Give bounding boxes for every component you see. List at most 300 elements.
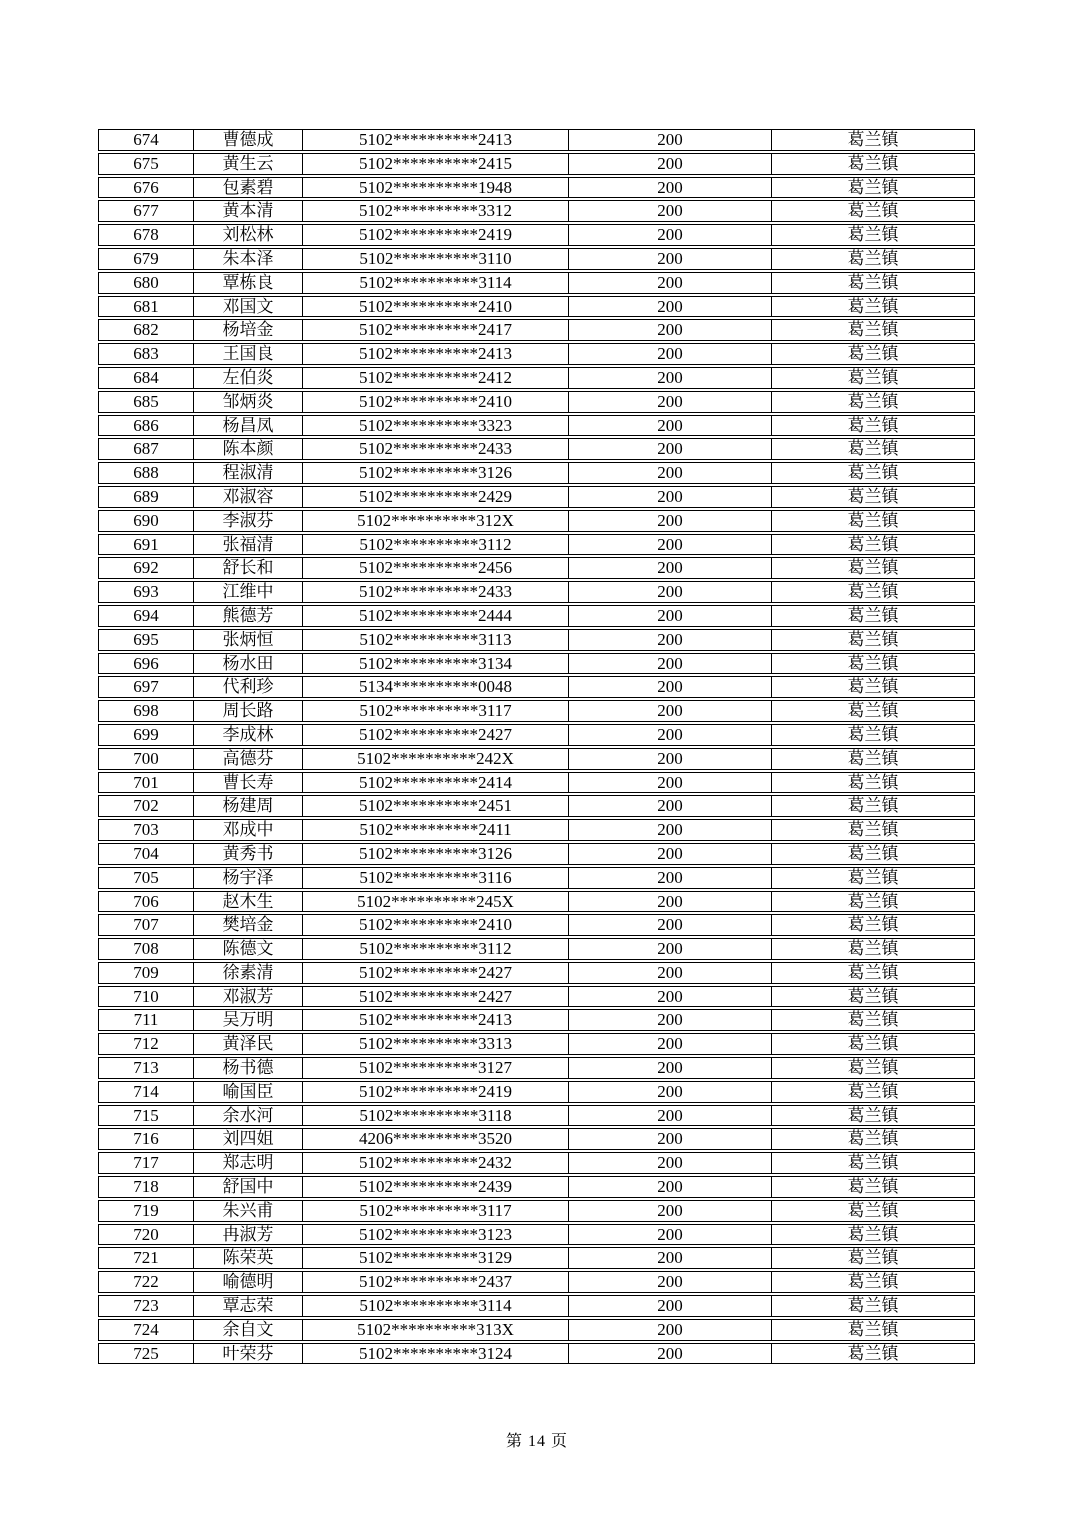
cell-amount: 200 (568, 581, 771, 603)
cell-town: 葛兰镇 (771, 415, 975, 437)
cell-row-index: 674 (98, 129, 193, 151)
cell-person-name: 邓国文 (193, 296, 302, 318)
table-row (98, 153, 975, 175)
cell-row-index: 712 (98, 1033, 193, 1055)
cell-row-index: 693 (98, 581, 193, 603)
cell-row-index: 688 (98, 462, 193, 484)
cell-town: 葛兰镇 (771, 986, 975, 1008)
table-row (98, 986, 975, 1008)
cell-id-number: 5102**********2437 (302, 1271, 568, 1293)
cell-id-number: 5102**********2410 (302, 391, 568, 413)
cell-amount: 200 (568, 391, 771, 413)
cell-town: 葛兰镇 (771, 748, 975, 770)
cell-person-name: 覃志荣 (193, 1295, 302, 1317)
table-row (98, 367, 975, 389)
table-row (98, 962, 975, 984)
table-row (98, 462, 975, 484)
cell-row-index: 719 (98, 1200, 193, 1222)
cell-row-index: 718 (98, 1176, 193, 1198)
cell-town: 葛兰镇 (771, 914, 975, 936)
table-row (98, 653, 975, 675)
cell-id-number: 5102**********3114 (302, 272, 568, 294)
cell-person-name: 邓成中 (193, 819, 302, 841)
cell-town: 葛兰镇 (771, 700, 975, 722)
cell-id-number: 5102**********2410 (302, 296, 568, 318)
cell-person-name: 舒长和 (193, 557, 302, 579)
cell-town: 葛兰镇 (771, 1247, 975, 1269)
cell-id-number: 5102**********3117 (302, 1200, 568, 1222)
cell-id-number: 5102**********313X (302, 1319, 568, 1341)
table-row (98, 510, 975, 532)
cell-amount: 200 (568, 510, 771, 532)
cell-id-number: 5102**********3114 (302, 1295, 568, 1317)
cell-amount: 200 (568, 1009, 771, 1031)
cell-person-name: 周长路 (193, 700, 302, 722)
table-row (98, 1176, 975, 1198)
cell-row-index: 711 (98, 1009, 193, 1031)
cell-id-number: 5102**********3117 (302, 700, 568, 722)
cell-amount: 200 (568, 200, 771, 222)
cell-person-name: 杨书德 (193, 1057, 302, 1079)
cell-amount: 200 (568, 676, 771, 698)
cell-amount: 200 (568, 1057, 771, 1079)
table-row (98, 391, 975, 413)
table-row (98, 1009, 975, 1031)
cell-town: 葛兰镇 (771, 1343, 975, 1365)
cell-town: 葛兰镇 (771, 1295, 975, 1317)
cell-row-index: 701 (98, 772, 193, 794)
cell-town: 葛兰镇 (771, 867, 975, 889)
cell-amount: 200 (568, 629, 771, 651)
cell-id-number: 5102**********3118 (302, 1105, 568, 1127)
cell-id-number: 5102**********3124 (302, 1343, 568, 1365)
cell-person-name: 王国良 (193, 343, 302, 365)
table-row (98, 700, 975, 722)
cell-row-index: 715 (98, 1105, 193, 1127)
cell-row-index: 683 (98, 343, 193, 365)
cell-amount: 200 (568, 724, 771, 746)
cell-row-index: 681 (98, 296, 193, 318)
cell-town: 葛兰镇 (771, 1105, 975, 1127)
cell-amount: 200 (568, 1295, 771, 1317)
cell-person-name: 覃栋良 (193, 272, 302, 294)
table-row (98, 415, 975, 437)
cell-id-number: 5102**********3123 (302, 1224, 568, 1246)
table-row (98, 248, 975, 270)
cell-person-name: 黄泽民 (193, 1033, 302, 1055)
cell-town: 葛兰镇 (771, 391, 975, 413)
cell-amount: 200 (568, 534, 771, 556)
cell-row-index: 720 (98, 1224, 193, 1246)
cell-id-number: 5102**********2427 (302, 962, 568, 984)
cell-row-index: 703 (98, 819, 193, 841)
cell-amount: 200 (568, 1200, 771, 1222)
cell-id-number: 5102**********3116 (302, 867, 568, 889)
cell-row-index: 708 (98, 938, 193, 960)
cell-id-number: 5102**********1948 (302, 177, 568, 199)
cell-amount: 200 (568, 129, 771, 151)
cell-town: 葛兰镇 (771, 319, 975, 341)
cell-person-name: 高德芬 (193, 748, 302, 770)
table-row (98, 891, 975, 913)
cell-id-number: 5102**********2410 (302, 914, 568, 936)
cell-person-name: 徐素清 (193, 962, 302, 984)
table-row (98, 1057, 975, 1079)
cell-row-index: 710 (98, 986, 193, 1008)
cell-person-name: 吴万明 (193, 1009, 302, 1031)
cell-person-name: 杨昌凤 (193, 415, 302, 437)
cell-row-index: 680 (98, 272, 193, 294)
table-row (98, 1247, 975, 1269)
cell-person-name: 包素碧 (193, 177, 302, 199)
cell-person-name: 杨培金 (193, 319, 302, 341)
cell-person-name: 邓淑芳 (193, 986, 302, 1008)
cell-id-number: 5102**********2433 (302, 438, 568, 460)
cell-row-index: 679 (98, 248, 193, 270)
cell-id-number: 5102**********3127 (302, 1057, 568, 1079)
cell-row-index: 716 (98, 1128, 193, 1150)
cell-amount: 200 (568, 914, 771, 936)
cell-row-index: 707 (98, 914, 193, 936)
cell-amount: 200 (568, 938, 771, 960)
cell-town: 葛兰镇 (771, 962, 975, 984)
cell-person-name: 郑志明 (193, 1152, 302, 1174)
cell-town: 葛兰镇 (771, 272, 975, 294)
cell-person-name: 邹炳炎 (193, 391, 302, 413)
cell-row-index: 702 (98, 795, 193, 817)
cell-row-index: 692 (98, 557, 193, 579)
cell-amount: 200 (568, 248, 771, 270)
table-row (98, 438, 975, 460)
cell-amount: 200 (568, 819, 771, 841)
cell-row-index: 685 (98, 391, 193, 413)
cell-amount: 200 (568, 700, 771, 722)
cell-amount: 200 (568, 986, 771, 1008)
cell-town: 葛兰镇 (771, 1152, 975, 1174)
cell-town: 葛兰镇 (771, 1081, 975, 1103)
cell-person-name: 黄秀书 (193, 843, 302, 865)
cell-amount: 200 (568, 319, 771, 341)
cell-id-number: 5102**********2451 (302, 795, 568, 817)
table-row (98, 724, 975, 746)
cell-id-number: 5102**********3129 (302, 1247, 568, 1269)
table-row (98, 296, 975, 318)
cell-amount: 200 (568, 1081, 771, 1103)
cell-person-name: 陈本颜 (193, 438, 302, 460)
cell-row-index: 713 (98, 1057, 193, 1079)
cell-town: 葛兰镇 (771, 296, 975, 318)
cell-amount: 200 (568, 748, 771, 770)
table-row (98, 1319, 975, 1341)
cell-amount: 200 (568, 1319, 771, 1341)
table-row (98, 534, 975, 556)
cell-town: 葛兰镇 (771, 200, 975, 222)
cell-town: 葛兰镇 (771, 653, 975, 675)
cell-town: 葛兰镇 (771, 605, 975, 627)
cell-id-number: 5102**********312X (302, 510, 568, 532)
page-number-footer: 第 14 页 (505, 1433, 568, 1450)
table-row (98, 867, 975, 889)
cell-person-name: 程淑清 (193, 462, 302, 484)
cell-amount: 200 (568, 867, 771, 889)
records-table (98, 127, 975, 1366)
cell-id-number: 5102**********2433 (302, 581, 568, 603)
table-row (98, 772, 975, 794)
cell-person-name: 刘四姐 (193, 1128, 302, 1150)
cell-id-number: 5102**********2439 (302, 1176, 568, 1198)
table-row (98, 486, 975, 508)
table-row (98, 1295, 975, 1317)
cell-id-number: 5102**********2427 (302, 986, 568, 1008)
cell-amount: 200 (568, 1033, 771, 1055)
cell-person-name: 代利珍 (193, 676, 302, 698)
records-table-body (98, 129, 975, 1364)
table-row (98, 1200, 975, 1222)
cell-amount: 200 (568, 462, 771, 484)
cell-town: 葛兰镇 (771, 1224, 975, 1246)
cell-town: 葛兰镇 (771, 343, 975, 365)
cell-person-name: 喻国臣 (193, 1081, 302, 1103)
table-row (98, 605, 975, 627)
cell-row-index: 687 (98, 438, 193, 460)
cell-row-index: 677 (98, 200, 193, 222)
cell-amount: 200 (568, 1247, 771, 1269)
cell-row-index: 696 (98, 653, 193, 675)
cell-id-number: 5134**********0048 (302, 676, 568, 698)
cell-town: 葛兰镇 (771, 891, 975, 913)
cell-row-index: 723 (98, 1295, 193, 1317)
cell-amount: 200 (568, 415, 771, 437)
cell-town: 葛兰镇 (771, 1128, 975, 1150)
cell-amount: 200 (568, 653, 771, 675)
cell-town: 葛兰镇 (771, 510, 975, 532)
cell-amount: 200 (568, 343, 771, 365)
cell-row-index: 694 (98, 605, 193, 627)
cell-row-index: 717 (98, 1152, 193, 1174)
cell-person-name: 刘松林 (193, 224, 302, 246)
table-row (98, 1105, 975, 1127)
cell-town: 葛兰镇 (771, 1057, 975, 1079)
cell-town: 葛兰镇 (771, 486, 975, 508)
cell-amount: 200 (568, 1128, 771, 1150)
cell-amount: 200 (568, 224, 771, 246)
cell-id-number: 5102**********2415 (302, 153, 568, 175)
cell-amount: 200 (568, 272, 771, 294)
cell-person-name: 叶荣芬 (193, 1343, 302, 1365)
cell-person-name: 黄生云 (193, 153, 302, 175)
cell-id-number: 5102**********3312 (302, 200, 568, 222)
cell-town: 葛兰镇 (771, 129, 975, 151)
cell-amount: 200 (568, 1224, 771, 1246)
cell-town: 葛兰镇 (771, 1033, 975, 1055)
cell-row-index: 686 (98, 415, 193, 437)
cell-town: 葛兰镇 (771, 153, 975, 175)
cell-id-number: 5102**********2444 (302, 605, 568, 627)
table-row (98, 272, 975, 294)
cell-id-number: 5102**********2419 (302, 224, 568, 246)
table-row (98, 819, 975, 841)
cell-row-index: 725 (98, 1343, 193, 1365)
cell-row-index: 722 (98, 1271, 193, 1293)
cell-person-name: 张炳恒 (193, 629, 302, 651)
cell-town: 葛兰镇 (771, 1319, 975, 1341)
cell-person-name: 杨水田 (193, 653, 302, 675)
cell-person-name: 喻德明 (193, 1271, 302, 1293)
cell-id-number: 5102**********2411 (302, 819, 568, 841)
cell-person-name: 李成林 (193, 724, 302, 746)
cell-amount: 200 (568, 367, 771, 389)
table-row (98, 676, 975, 698)
cell-id-number: 5102**********2417 (302, 319, 568, 341)
cell-row-index: 721 (98, 1247, 193, 1269)
table-row (98, 343, 975, 365)
cell-person-name: 江维中 (193, 581, 302, 603)
cell-town: 葛兰镇 (771, 581, 975, 603)
cell-id-number: 5102**********3323 (302, 415, 568, 437)
table-row (98, 1343, 975, 1365)
cell-person-name: 黄本清 (193, 200, 302, 222)
cell-id-number: 5102**********2427 (302, 724, 568, 746)
cell-id-number: 5102**********3126 (302, 843, 568, 865)
table-row (98, 843, 975, 865)
cell-town: 葛兰镇 (771, 938, 975, 960)
cell-id-number: 5102**********3112 (302, 938, 568, 960)
cell-town: 葛兰镇 (771, 819, 975, 841)
cell-town: 葛兰镇 (771, 557, 975, 579)
cell-id-number: 5102**********245X (302, 891, 568, 913)
cell-amount: 200 (568, 772, 771, 794)
cell-row-index: 684 (98, 367, 193, 389)
table-row (98, 914, 975, 936)
cell-person-name: 冉淑芳 (193, 1224, 302, 1246)
cell-town: 葛兰镇 (771, 438, 975, 460)
cell-id-number: 5102**********3134 (302, 653, 568, 675)
cell-person-name: 李淑芬 (193, 510, 302, 532)
cell-person-name: 赵木生 (193, 891, 302, 913)
table-row (98, 1081, 975, 1103)
table-row (98, 200, 975, 222)
cell-row-index: 697 (98, 676, 193, 698)
cell-person-name: 樊培金 (193, 914, 302, 936)
cell-id-number: 5102**********2413 (302, 129, 568, 151)
table-row (98, 1271, 975, 1293)
table-row (98, 1152, 975, 1174)
table-row (98, 319, 975, 341)
cell-amount: 200 (568, 891, 771, 913)
cell-id-number: 5102**********242X (302, 748, 568, 770)
cell-town: 葛兰镇 (771, 177, 975, 199)
cell-row-index: 698 (98, 700, 193, 722)
table-row (98, 557, 975, 579)
cell-town: 葛兰镇 (771, 843, 975, 865)
cell-amount: 200 (568, 153, 771, 175)
cell-amount: 200 (568, 1105, 771, 1127)
cell-person-name: 朱兴甫 (193, 1200, 302, 1222)
table-row (98, 629, 975, 651)
cell-id-number: 5102**********2456 (302, 557, 568, 579)
cell-row-index: 682 (98, 319, 193, 341)
cell-amount: 200 (568, 1271, 771, 1293)
cell-person-name: 陈德文 (193, 938, 302, 960)
cell-person-name: 陈荣英 (193, 1247, 302, 1269)
cell-amount: 200 (568, 486, 771, 508)
cell-row-index: 695 (98, 629, 193, 651)
cell-person-name: 朱本泽 (193, 248, 302, 270)
cell-person-name: 余水河 (193, 1105, 302, 1127)
cell-id-number: 5102**********3313 (302, 1033, 568, 1055)
cell-amount: 200 (568, 557, 771, 579)
cell-amount: 200 (568, 1152, 771, 1174)
cell-row-index: 699 (98, 724, 193, 746)
table-row (98, 581, 975, 603)
cell-row-index: 678 (98, 224, 193, 246)
table-row (98, 795, 975, 817)
cell-person-name: 张福清 (193, 534, 302, 556)
cell-town: 葛兰镇 (771, 534, 975, 556)
cell-id-number: 5102**********2419 (302, 1081, 568, 1103)
cell-id-number: 5102**********2432 (302, 1152, 568, 1174)
cell-town: 葛兰镇 (771, 224, 975, 246)
table-row (98, 1033, 975, 1055)
cell-person-name: 余自文 (193, 1319, 302, 1341)
cell-row-index: 700 (98, 748, 193, 770)
cell-person-name: 曹长寿 (193, 772, 302, 794)
table-row (98, 177, 975, 199)
cell-person-name: 熊德芳 (193, 605, 302, 627)
cell-person-name: 左伯炎 (193, 367, 302, 389)
cell-town: 葛兰镇 (771, 1176, 975, 1198)
cell-row-index: 705 (98, 867, 193, 889)
cell-person-name: 舒国中 (193, 1176, 302, 1198)
cell-person-name: 曹德成 (193, 129, 302, 151)
cell-town: 葛兰镇 (771, 1200, 975, 1222)
cell-person-name: 杨宇泽 (193, 867, 302, 889)
cell-id-number: 5102**********2413 (302, 343, 568, 365)
cell-town: 葛兰镇 (771, 1271, 975, 1293)
cell-id-number: 5102**********2429 (302, 486, 568, 508)
cell-amount: 200 (568, 1343, 771, 1365)
cell-row-index: 709 (98, 962, 193, 984)
table-row (98, 748, 975, 770)
cell-row-index: 714 (98, 1081, 193, 1103)
cell-id-number: 5102**********3113 (302, 629, 568, 651)
cell-person-name: 杨建周 (193, 795, 302, 817)
cell-town: 葛兰镇 (771, 367, 975, 389)
cell-amount: 200 (568, 296, 771, 318)
cell-town: 葛兰镇 (771, 248, 975, 270)
table-row (98, 1224, 975, 1246)
cell-town: 葛兰镇 (771, 629, 975, 651)
cell-id-number: 5102**********3126 (302, 462, 568, 484)
cell-id-number: 5102**********2413 (302, 1009, 568, 1031)
cell-row-index: 676 (98, 177, 193, 199)
cell-town: 葛兰镇 (771, 676, 975, 698)
table-row (98, 224, 975, 246)
cell-town: 葛兰镇 (771, 462, 975, 484)
table-row (98, 129, 975, 151)
cell-town: 葛兰镇 (771, 1009, 975, 1031)
cell-id-number: 5102**********2412 (302, 367, 568, 389)
cell-id-number: 5102**********3112 (302, 534, 568, 556)
cell-row-index: 689 (98, 486, 193, 508)
cell-town: 葛兰镇 (771, 772, 975, 794)
cell-amount: 200 (568, 438, 771, 460)
cell-id-number: 5102**********2414 (302, 772, 568, 794)
cell-row-index: 706 (98, 891, 193, 913)
cell-row-index: 690 (98, 510, 193, 532)
cell-id-number: 5102**********3110 (302, 248, 568, 270)
cell-amount: 200 (568, 843, 771, 865)
